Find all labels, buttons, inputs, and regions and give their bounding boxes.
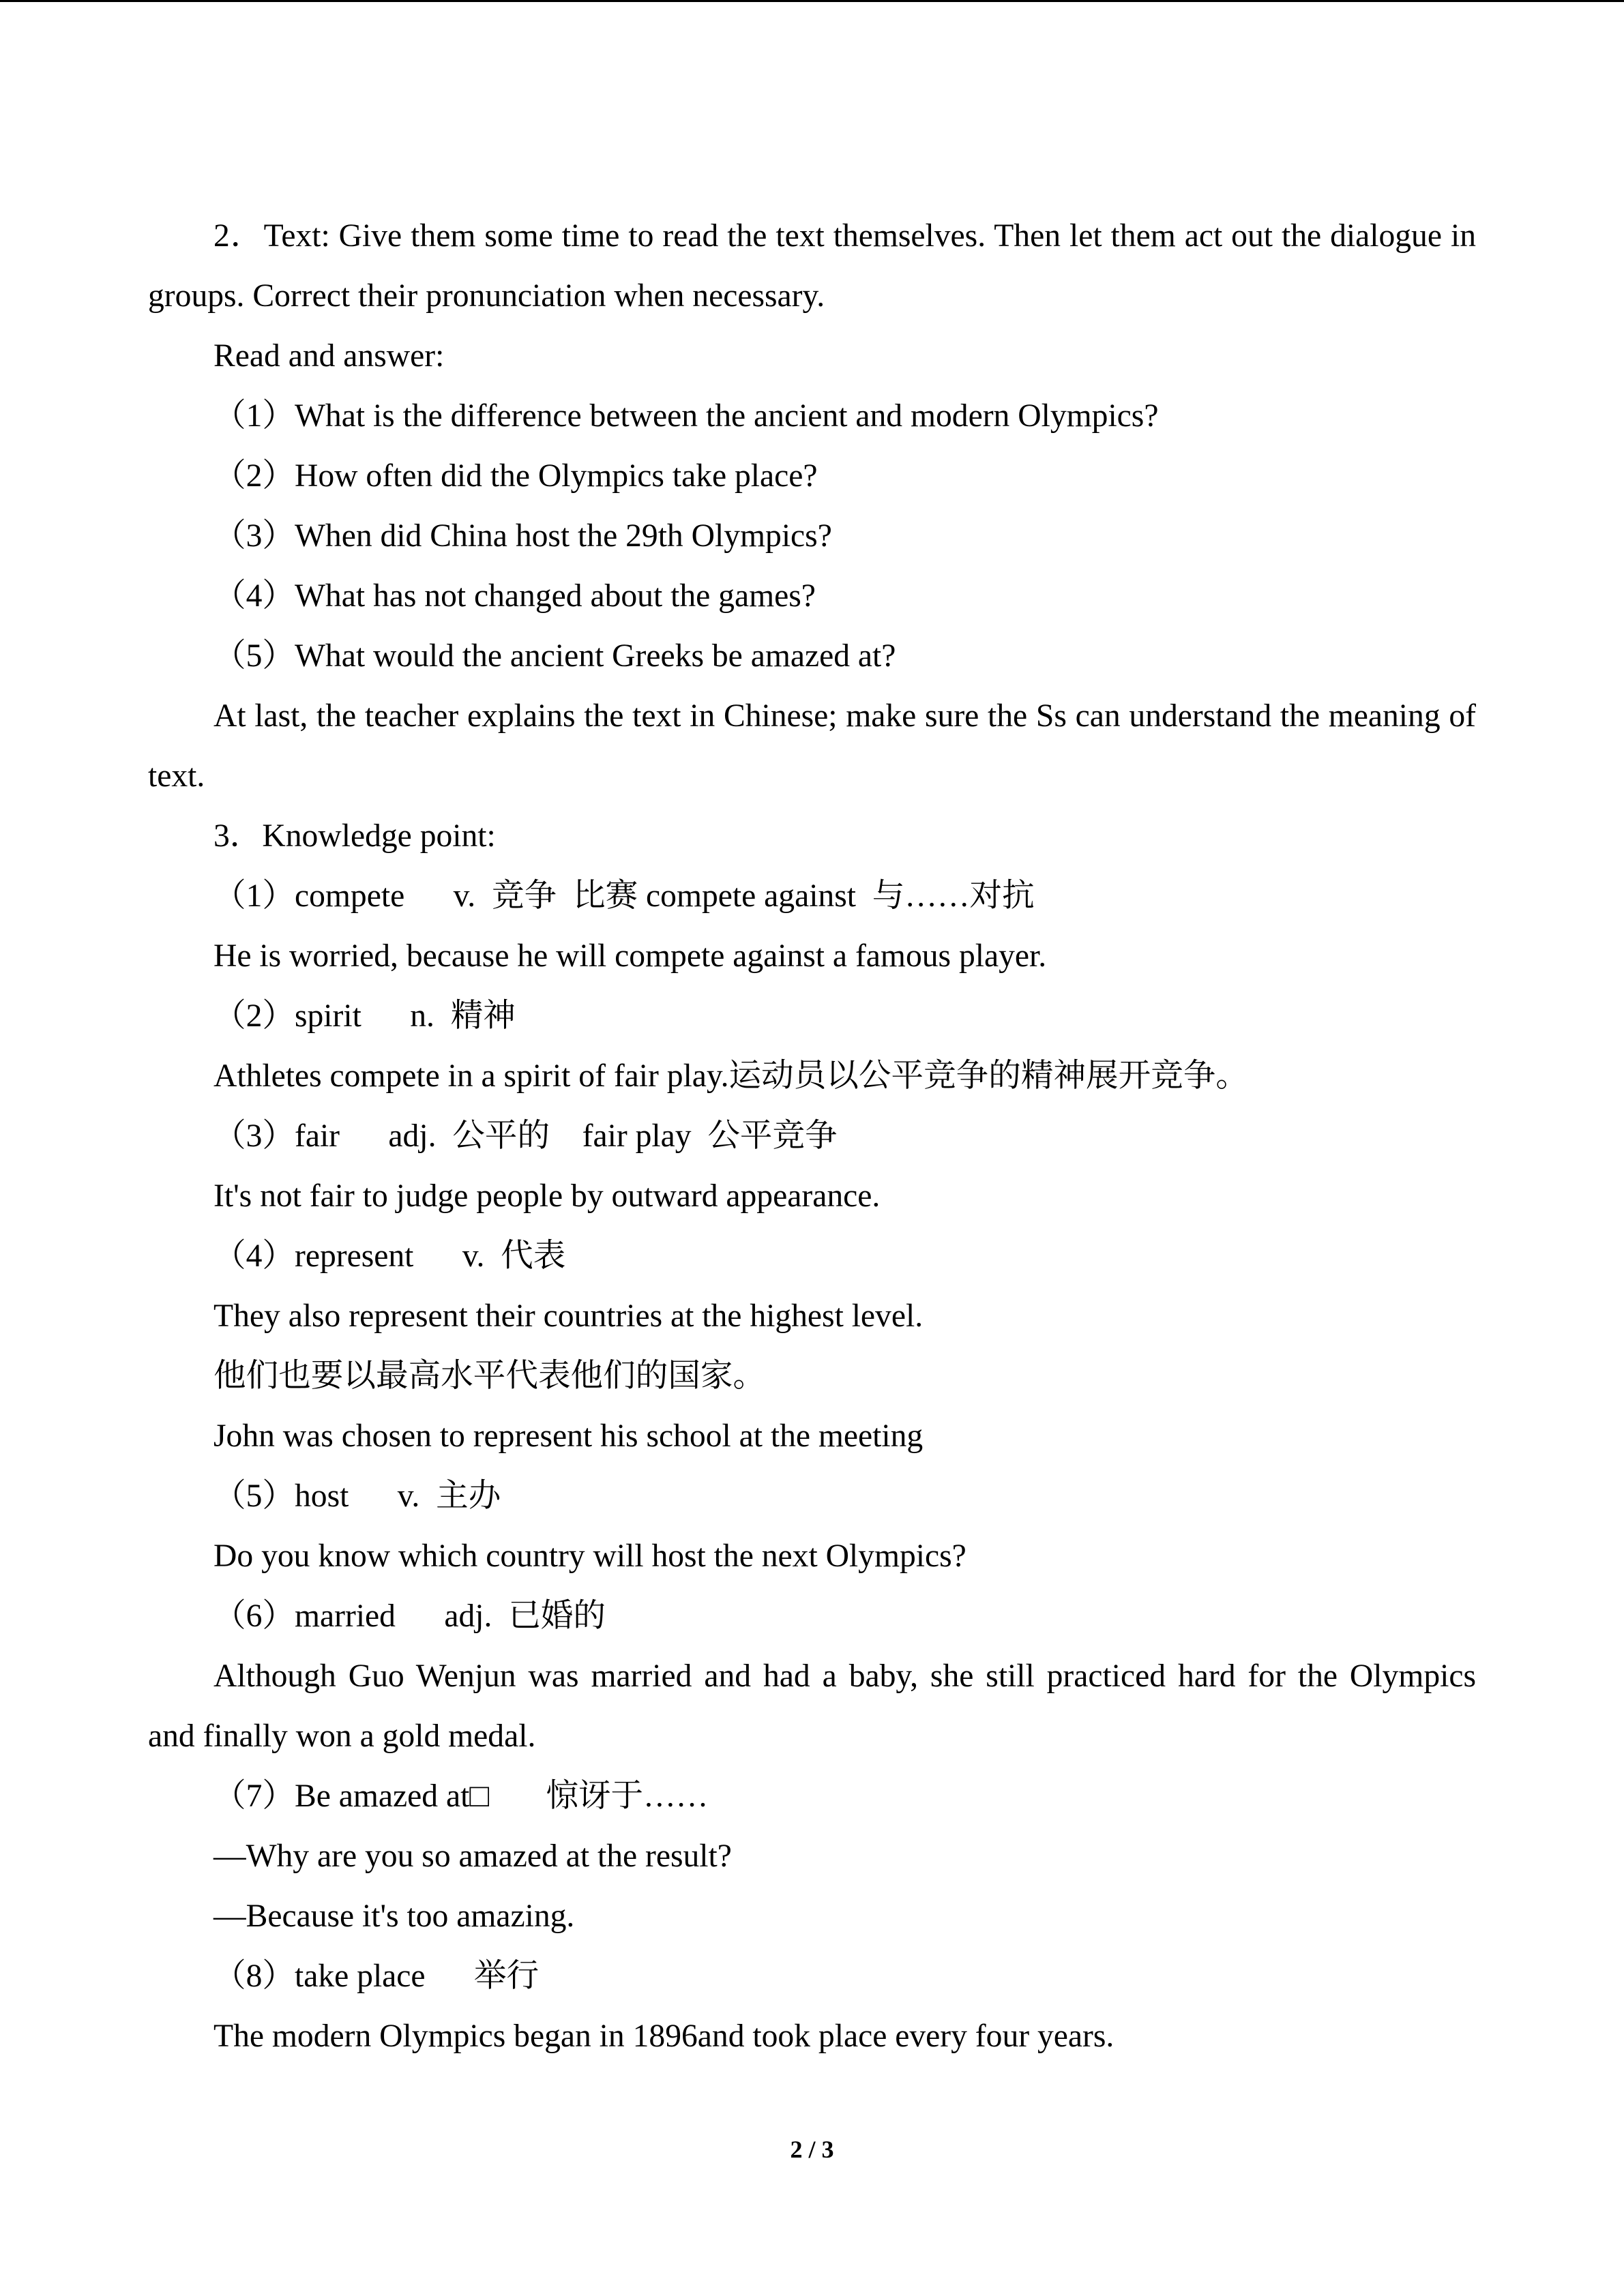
page-top-border	[0, 0, 1624, 2]
question-item: （3）When did China host the 29th Olympics?	[213, 518, 832, 554]
knowledge-point	[148, 1586, 1476, 1766]
read-and-answer-prompt: Read and answer:	[213, 338, 445, 374]
example-line: John was chosen to represent his school at the meeting	[213, 1418, 924, 1454]
closing-line: text.	[148, 758, 205, 794]
knowledge-point	[148, 1946, 1476, 2066]
example-line: He is worried, because he will compete against a famous player.	[213, 938, 1047, 974]
term-line: （8）take place 举行	[213, 1958, 540, 1994]
term-line: （6）married adj. 已婚的	[213, 1598, 606, 1634]
knowledge-point	[148, 866, 1476, 986]
page-number: 2 / 3	[790, 2136, 834, 2163]
page-body	[148, 206, 1476, 2066]
question-item: （2）How often did the Olympics take place?	[213, 458, 818, 494]
example-line: They also represent their countries at the highest level.	[213, 1298, 924, 1334]
question-item: （4）What has not changed about the games?	[213, 578, 816, 614]
term-line: （2）spirit n. 精神	[213, 998, 516, 1034]
example-line: It's not fair to judge people by outward appearance.	[213, 1178, 881, 1214]
knowledge-point	[148, 1766, 1476, 1946]
term-line: （4）represent v. 代表	[213, 1238, 566, 1274]
step2-intro-line: 2．Text: Give them some time to read the text themselves. Then let them act out the dialogue in	[213, 218, 1476, 254]
step2-intro-line: groups. Correct their pronunciation when necessary.	[148, 278, 825, 314]
term-line: （7）Be amazed at□ 惊讶于……	[213, 1778, 709, 1814]
knowledge-point	[148, 1466, 1476, 1586]
knowledge-point	[148, 986, 1476, 1106]
knowledge-point	[148, 1226, 1476, 1466]
step3-section	[148, 806, 1476, 2066]
knowledge-point	[148, 1106, 1476, 1226]
term-line: （3）fair adj. 公平的 fair play 公平竞争	[213, 1118, 838, 1154]
example-line: Athletes compete in a spirit of fair play.运动员以公平竞争的精神展开竞争。	[213, 1058, 1249, 1094]
example-line: and finally won a gold medal.	[148, 1718, 536, 1754]
question-list	[148, 386, 1476, 686]
dialogue-line: —Because it's too amazing.	[213, 1898, 575, 1934]
example-line: The modern Olympics began in 1896and took place every four years.	[213, 2018, 1114, 2054]
dialogue-line: —Why are you so amazed at the result?	[213, 1838, 732, 1874]
question-item: （5）What would the ancient Greeks be amazed at?	[213, 638, 896, 674]
example-line: Although Guo Wenjun was married and had a baby, she still practiced hard for the Olympics	[213, 1658, 1476, 1694]
step2-section	[148, 206, 1476, 806]
question-item: （1）What is the difference between the ancient and modern Olympics?	[213, 398, 1159, 434]
knowledge-heading: 3．Knowledge point:	[213, 818, 496, 854]
term-line: （5）host v. 主办	[213, 1478, 501, 1514]
example-line: Do you know which country will host the next Olympics?	[213, 1538, 966, 1574]
closing-line: At last, the teacher explains the text in Chinese; make sure the Ss can understand the meaning of	[213, 698, 1476, 734]
term-line: （1）compete v. 竞争 比赛 compete against 与……对抗	[213, 878, 1035, 914]
example-translation-line: 他们也要以最高水平代表他们的国家。	[213, 1358, 766, 1394]
